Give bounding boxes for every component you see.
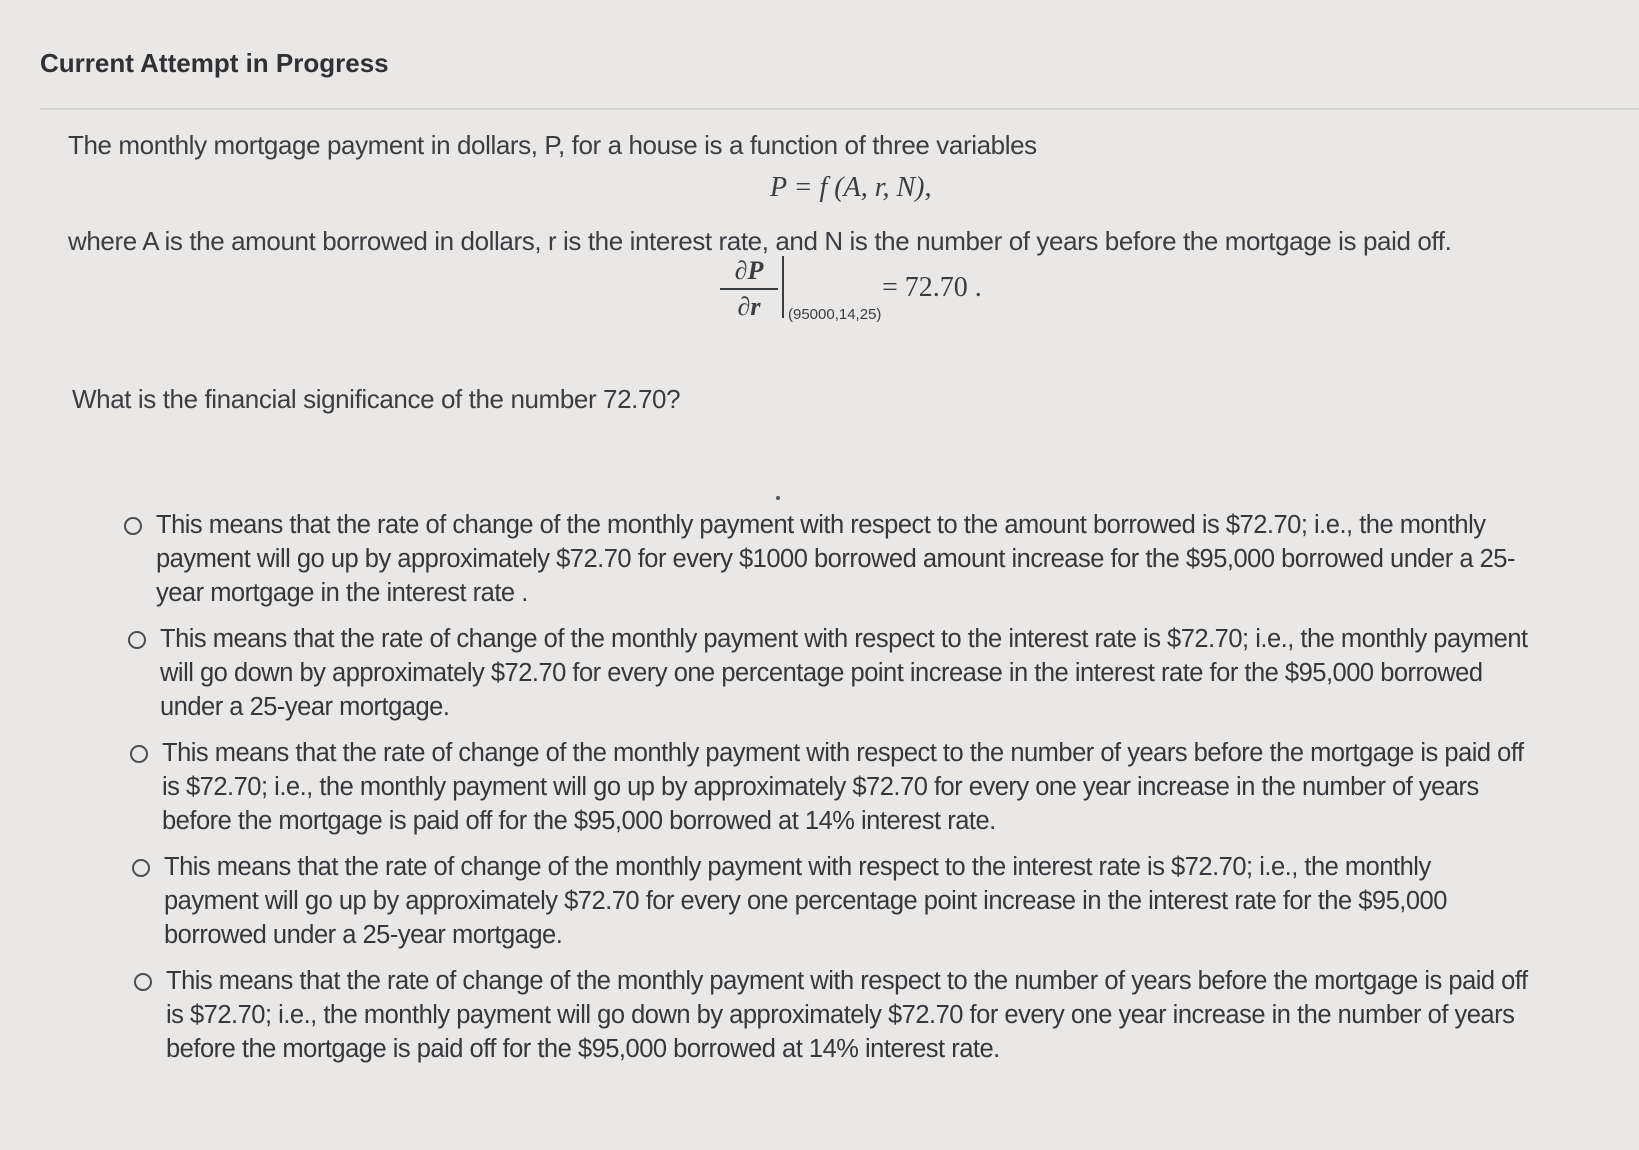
answer-option-1[interactable] <box>124 508 1544 610</box>
derivative-fraction <box>720 256 778 322</box>
answer-option-label: This means that the rate of change of the monthly payment with respect to the interest rate is $72.70; i.e., the monthly payment will go up by approximately $72.70 for every one percentage point increase in the interest rate for the $95,000 borrowed under a 25-year mortgage. <box>164 853 1447 949</box>
answer-option-label: This means that the rate of change of the monthly payment with respect to the amount borrowed is $72.70; i.e., the monthly payment will go up by approximately $72.70 for every $1000 borrowed amount increase for the $95,000 borrowed under a 25-year mortgage in the interest rate . <box>156 511 1515 607</box>
question-text: What is the financial significance of the number 72.70? <box>72 384 681 414</box>
radio-button[interactable] <box>134 973 152 991</box>
page-title: Current Attempt in Progress <box>40 48 389 78</box>
problem-intro: The monthly mortgage payment in dollars, P, for a house is a function of three variables <box>68 130 1037 160</box>
radio-button[interactable] <box>128 631 146 649</box>
evaluation-bar <box>782 256 784 318</box>
fraction-bar <box>720 288 778 290</box>
header-divider <box>40 108 1639 110</box>
derivative-value: = 72.70 . <box>882 272 982 303</box>
radio-button[interactable] <box>130 745 148 763</box>
answer-option-4[interactable] <box>132 850 1502 952</box>
radio-button[interactable] <box>124 517 142 535</box>
answer-option-label: This means that the rate of change of the monthly payment with respect to the interest rate is $72.70; i.e., the monthly payment will go down by approximately $72.70 for every one percentage point increase in the interest rate for the $95,000 borrowed under a 25-year mortgage. <box>160 625 1528 721</box>
evaluation-point: (95000,14,25) <box>788 306 882 323</box>
answer-option-5[interactable] <box>134 964 1534 1066</box>
answer-option-2[interactable] <box>128 622 1528 724</box>
radio-button[interactable] <box>132 859 150 877</box>
derivative-denominator: ∂r <box>737 292 761 321</box>
derivative-numerator: ∂P <box>734 256 764 285</box>
stray-dot <box>776 496 780 500</box>
function-equation: P = f (A, r, N), <box>770 172 932 203</box>
answer-option-label: This means that the rate of change of the monthly payment with respect to the number of years before the mortgage is paid off is $72.70; i.e., the monthly payment will go up by approximately $72.70 for every one year increase in the number of years before the mortgage is paid off for the $95,000 borrowed at 14% interest rate. <box>162 739 1524 835</box>
variable-definitions: where A is the amount borrowed in dollars, r is the interest rate, and N is the number of years before the mortgage is paid off. <box>68 226 1452 256</box>
answer-option-label: This means that the rate of change of the monthly payment with respect to the number of years before the mortgage is paid off is $72.70; i.e., the monthly payment will go down by approximately $72.70 for every one year increase in the number of years before the mortgage is paid off for the $95,000 borrowed at 14% interest rate. <box>166 967 1528 1063</box>
answer-option-3[interactable] <box>130 736 1530 838</box>
